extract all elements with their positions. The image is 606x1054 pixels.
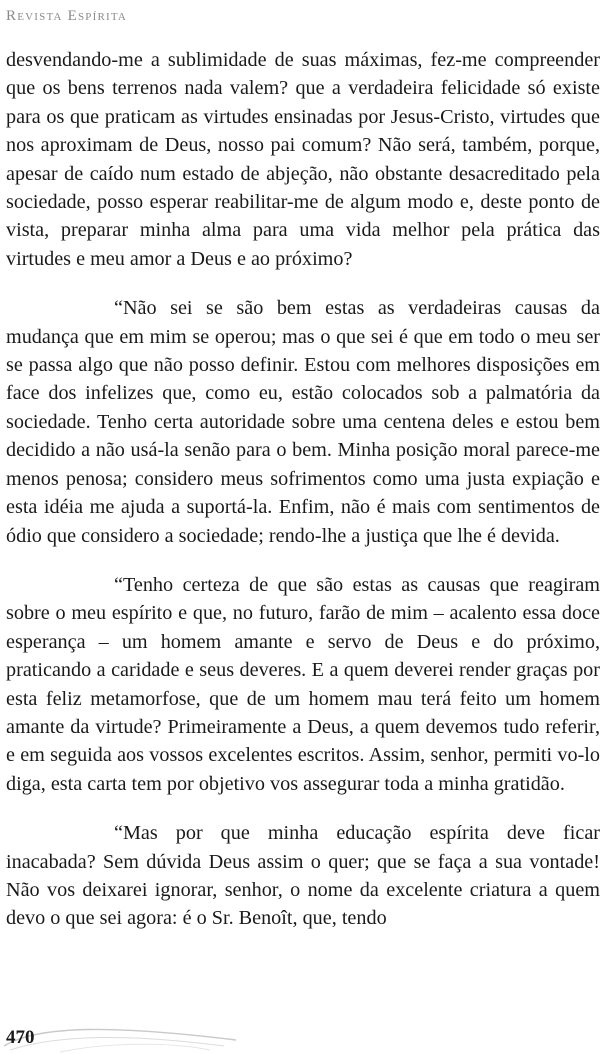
body-text [6, 46, 600, 933]
page-number: 470 [6, 1027, 35, 1048]
footer-flourish-ornament [0, 1020, 240, 1054]
paragraph-2: “Não sei se são bem estas as verdadeiras causas da mudança que em mim se operou; mas o que sei é que em todo o meu ser se passa algo que não posso definir. Estou com melhores disposições em face dos infelizes que, como eu, estão colocados sob a palmatória da sociedade. Tenho certa autoridade sobre uma centena deles e estou bem decidido a não usá-la senão para o bem. Minha posição moral parece-me menos penosa; considero meus sofrimentos como uma justa expiação e esta idéia me ajuda a suportá-la. Enfim, não é mais com sentimentos de ódio que considero a sociedade; rendo-lhe a justiça que lhe é devida. [6, 297, 600, 547]
paragraph-3: “Tenho certeza de que são estas as causas que reagiram sobre o meu espírito e que, no futuro, farão de mim – acalento essa doce esperança – um homem amante e servo de Deus e do próximo, praticando a caridade e seus deveres. E a quem deverei render graças por esta feliz metamorfose, que de um homem mau terá feito um homem amante da virtude? Primeiramente a Deus, a quem devemos tudo referir, e em seguida aos vossos excelentes escritos. Assim, senhor, permiti vo-lo diga, esta carta tem por objetivo vos assegurar toda a minha gratidão. [6, 573, 600, 795]
running-head-title: Revista Espírita [6, 8, 128, 24]
paragraph-continuation: desvendando-me a sublimidade de suas máximas, fez-me compreender que os bens terrenos nada valem? que a verdadeira felicidade só existe para os que praticam as virtudes ensinadas por Jesus-Cristo, virtudes que nos aproximam de Deus, nosso pai comum? Não será, também, porque, apesar de caído num estado de abjeção, não obstante desacreditado pela sociedade, posso esperar reabilitar-me de algum modo e, deste ponto de vista, preparar minha alma para uma vida melhor pela prática das virtudes e meu amor a Deus e ao próximo? [6, 49, 600, 270]
paragraph-4: “Mas por que minha educação espírita deve ficar inacabada? Sem dúvida Deus assim o quer; que se faça a sua vontade! Não vos deixarei ignorar, senhor, o nome da excelente criatura a quem devo o que sei agora: é o Sr. Benoît, que, tendo [6, 822, 600, 930]
